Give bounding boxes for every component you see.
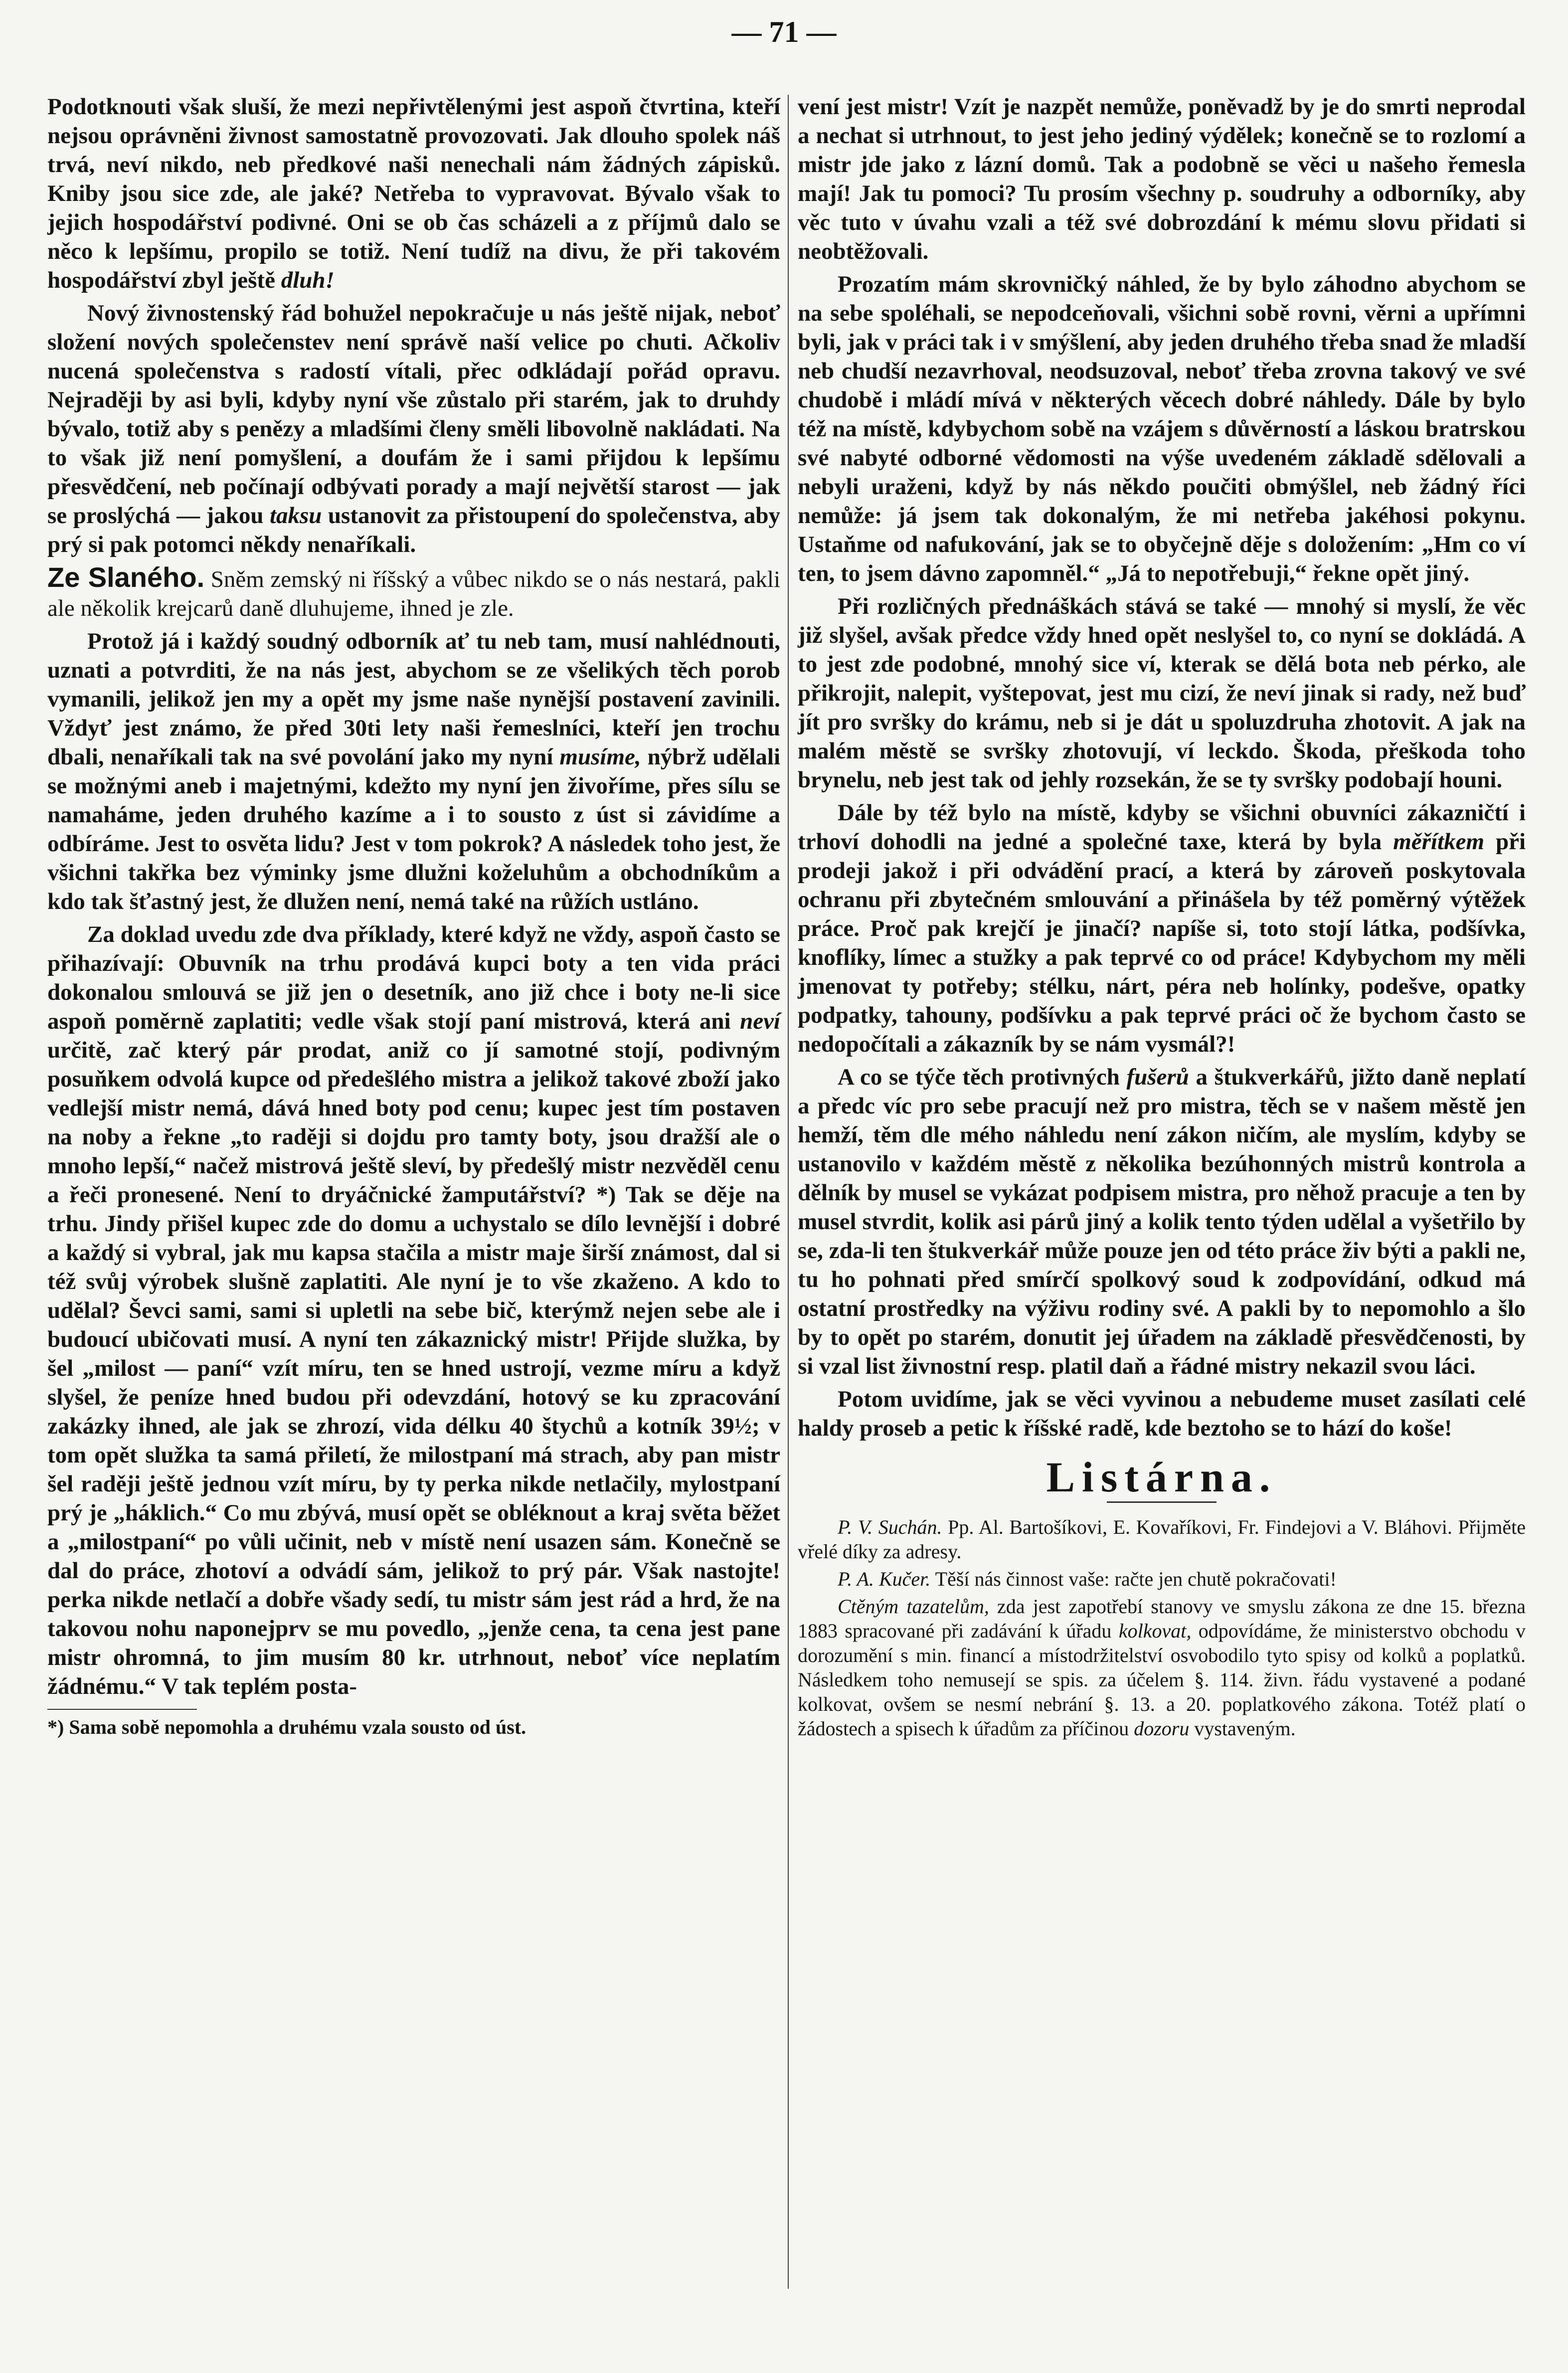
paragraph: Při rozličných přednáškách stává se také — mnohý si myslí, že věc již slyšel, avšak předce vždy hned opět neslyšel to, co nyní se dokládá. A to jest zde podobné, mnohý sice ví, kterak se dělá bota neb pérko, ale přikrojit, nalepit, vyštepovat, jest mu cizí, že neví jinak si rady, než buď jít pro svršky do krámu, neb si je dát u spoluzdruha zhotovit. A jak na malém městě se svršky zhotovují, ví leckdo. Škoda, přeškoda toho brynelu, neb jest tak od jehly rozsekán, že se ty svršky podobají houni. [798, 593, 1526, 793]
paragraph: Ze Slaného. Sněm zemský ni říšský a vůbec nikdo se o nás nestará, pakli ale několik krejcarů daně dluhujeme, ihned je zle. [47, 561, 780, 621]
paragraph: Nový živnostenský řád bohužel nepokračuje u nás ještě nijak, neboť složení nových společenstev není správě naší velice po chuti. Ačkoliv nucená společenstva s radostí vítali, přec odkládají pořád opravu. Nejraději by asi byli, kdyby nyní vše zůstalo při starém, jak to druhdy bývalo, totiž aby s penězy a mladšími členy směli libovolně nakládati. Na to však již není pomyšlení, a doufám že i sami přijdou k lepšímu přesvědčení, neb počínají odbývati porady a mají největší starost — jak se proslýchá — jakou taksu ustanovit za přistoupení do společenstva, aby prý si pak potomci někdy nenaříkali. [47, 300, 781, 557]
paragraph: Za doklad uvedu zde dva příklady, které když ne vždy, aspoň často se přihazívají: Obuvník na trhu prodává kupci boty a ten vida práci dokonalou smlouvá se již jen o desetník, ano již chce i boty ne-li sice aspoň poměrně zaplatiti; vedle však stojí paní mistrová, která ani neví určitě, zač který pár prodat, aniž co jí samotné stojí, podivným posuňkem odvolá kupce od předešlého mistra a jelikož takové zboží jako vedlejší mistr nemá, dává hned boty pod cenu; kupec jest tím postaven na noby a řekne „to raději si dojdu pro tamty boty, jsou dražší ale o mnoho lepší,“ načež mistrová ještě sleví, by předešlý mistr nezvěděl cenu a řeči pronesené. Není to dryáčnické žamputářství? *) Tak se děje na trhu. Jindy přišel kupec zde do domu a uchystalo se dílo levnější i dobré a každý si vybral, jak mu kapsa stačila a mistr maje širší známost, dal si též svůj výrobek slušně zaplatiti. Ale nyní je to vše zkaženo. A kdo to udělal? Ševci sami, sami si upletli na sebe bič, kterýmž nejen sebe ale i budoucí ubičovati musí. A nyní ten zákaznický mistr! Přijde služka, by šel „milost — paní“ vzít míru, ten se hned ustrojí, vezme míru a když slyšel, že peníze hned budou při odevzdání, hotový se ku zpracování zakázky ihned, ale jak se zhrozí, vida délku 40 štychů a kotník 39½; v tom opět služka ta samá přiletí, že milostpaní má strach, aby pan mistr šel raději ještě jednou vzít míru, by ty perka nikde netlačily, mylostpaní prý je „háklich.“ Co mu zbývá, musí opět se obléknout a kraj světa běžet a „milostpaní“ po vůli učinit, neb v místě není usazen sám. Konečně se dal do práce, zhotoví a odvádí sám, jelikož to prý pár. Však nastojte! perka nikde netlačí a dobře všady sedí, tu mistr sám jest rád a hrd, že na takovou nohu naponejprv se mu povedlo, „jenže cena, ta cena jest pane mistr ohromná, to jim musím 80 kr. utrhnout, neboť více neplatím žádnému.“ V tak teplém posta- [47, 921, 781, 1699]
correspondence-section [798, 1515, 1526, 1741]
right-column [798, 92, 1526, 1744]
paragraph: Protož já i každý soudný odborník ať tu neb tam, musí nahlédnouti, uznati a potvrditi, že na nás jest, abychom se ze všelikých těch porob vymanili, jelikož jen my a opět my jsme naše nynější postavení zavinili. Vždyť jest známo, že před 30ti lety naši řemeslníci, kteří jen trochu dbali, nenaříkali tak na své povolání jako my nyní musíme, nýbrž udělali se možnými aneb i majetnými, kdežto my nyní jen živoříme, přes sílu se namaháme, jeden druhého kazíme a i to sousto z úst si závidíme a odbíráme. Jest to osvěta lidu? Jest v tom pokrok? A následek toho jest, že všichni takřka bez výminky jsme dlužni koželuhům a obchodníkům a kdo tak šťastný jest, že dlužen není, nemá také na růžích ustláno. [47, 628, 781, 914]
paragraph: Prozatím mám skrovničký náhled, že by bylo záhodno abychom se na sebe spoléhali, se nepodceňovali, všichni sobě rovni, věrni a upřímni byli, jak v práci tak i v smýšlení, aby jeden druhého třeba snad že mladší neb chudší nezavrhoval, neodsuzoval, neboť třeba zrovna takový ve své chudobě i mládí mívá v některých věcech dobré náhledy. Dále by bylo též na místě, kdybychom sobě na vzájem s důvěrností a láskou bratrskou své nabyté odborné vědomosti na výše uvedeném základě sdělovali a nebyli uraženi, když by nás někdo poučiti obmýšlel, neb žádný říci nemůže: já jsem tak dokonalým, že mi netřeba jakéhosi pokynu. Ustaňme od nafukování, jak se to obyčejně děje s doložením: „Hm co ví ten, to jsem dávno zapomněl.“ „Já to nepotřebuji,“ řekne opět jiný. [798, 271, 1526, 586]
correspondence-item: P. V. Suchán. Pp. Al. Bartošíkovi, E. Kovaříkovi, Fr. Findejovi a V. Bláhovi. Přijměte vřelé díky za adresy. [798, 1516, 1526, 1563]
footnote: *) Sama sobě nepomohla a druhému vzala sousto od úst. [47, 1716, 526, 1738]
listarna-heading: Listárna. [1046, 1453, 1277, 1501]
correspondence-item: Ctěným tazatelům, zda jest zapotřebí stanovy ve smyslu zákona ze dne 15. března 1883 spracované při zadávání k úřadu kolkovat, odpovídáme, že ministerstvo obchodu v dorozumění s min. financí a místodržitelství osvobodilo tyto spisy od kolků a poplatků. Následkem toho nemusejí se spis. za účelem §. 114. živn. řádu vystavené a podané kolkovat, ovšem se nesmí nebrání §. 13. a 20. poplatkového zákona. Totéž platí o žádostech a spisech k úřadům za příčinou dozoru vystaveným. [798, 1595, 1526, 1740]
correspondence-item: P. A. Kučer. Těší nás činnost vaše: račte jen chutě pokračovati! [838, 1568, 1337, 1590]
column-divider [788, 95, 789, 2289]
paragraph: Potom uvidíme, jak se věci vyvinou a nebudeme muset zasílati celé haldy proseb a petic k říšské radě, kde beztoho se to hází do koše! [798, 1386, 1526, 1441]
section-heading: Ze Slaného. [47, 561, 205, 593]
paragraph: Dále by též bylo na místě, kdyby se všichni obuvníci zákazničtí i trhoví dohodli na jedné a společné taxe, která by byla měřítkem při prodeji jakož i při odvádění prací, a která by zároveň poskytovala ochranu při zbytečném smlouvání a přinášela by též poměrný výtěžek práce. Proč pak krejčí je jinačí? napíše si, toto stojí látka, podšívka, knoflíky, límec a stužky a pak teprvé co od práce! Kdybychom my měli jmenovat ty potřeby; stélku, nárt, péra neb holínky, podešve, opatky podpatky, tahouny, podšívku a pak teprvé práci oč že bychom často se nedopočítali a zákazník by se nám vysmál?! [798, 800, 1526, 1057]
paragraph: vení jest mistr! Vzít je nazpět nemůže, poněvadž by je do smrti neprodal a nechat si utrhnout, to jest jeho jediný výdělek; konečně se to rozlomí a mistr jde jako z lázní domů. Tak a podobně se věci u našeho řemesla mají! Jak tu pomoci? Tu prosím všechny p. soudruhy a odborníky, aby věc tuto v úvahu vzali a též své dobrozdání k mému slovu přidati si neobtěžovali. [798, 94, 1526, 264]
footnote-rule [47, 1709, 197, 1710]
page-number: — 71 — [731, 15, 837, 48]
left-column [47, 92, 780, 1740]
paragraph: Podotknouti však sluší, že mezi nepřivtělenými jest aspoň čtvrtina, kteří nejsou oprávněni živnost samostatně provozovati. Jak dlouho spolek náš trvá, neví nikdo, neb předkové naši nenechali nám žádných zápisků. Kniby jsou sice zde, ale jaké? Netřeba to vypravovat. Bývalo však to jejich hospodářství podivné. Oni se ob čas scházeli a z příjmů dalo se něco k lepšímu, propilo se totiž. Není tudíž na divu, že při takovém hospodářství zbyl ještě dluh! [47, 94, 780, 293]
paragraph: A co se týče těch protivných fušerů a štukverkářů, jižto daně neplatí a předc víc pro sebe pracují než pro mistra, těch se v našem městě jen hemží, těm dle mého náhledu není zákon ničím, ale myslím, kdyby se ustanovilo v každém městě z několika bezúhonných mistrů kontrola a dělník by musel se vykázat podpisem mistra, pro něhož pracuje a ten by musel stvrdit, kolik asi párů jiný a kolik tento týden udělal a vyšetřilo by se, zda-li ten štukverkář může pouze jen od této práce živ býti a pakli ne, tu ho pohnati před smírčí spolkový soud k zodpovídání, odkud má ostatní prostředky na výživu rodiny své. A pakli by to nepomohlo a šlo by to opět po starém, donutit jej úřadem na základě přesvědčenosti, by si vzal list živnostní resp. platil daň a řádné mistry nekazil svou láci. [798, 1064, 1526, 1379]
heading-rule [1107, 1501, 1217, 1503]
